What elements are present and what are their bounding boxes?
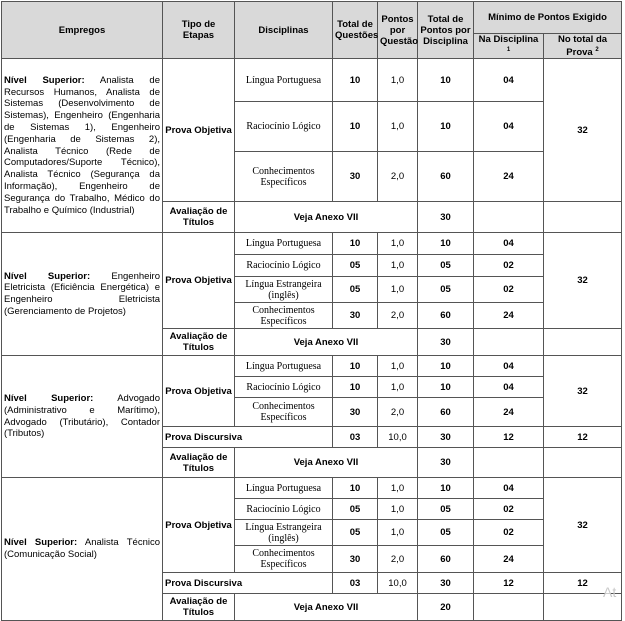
disciplina-cell: Raciocínio Lógico bbox=[235, 255, 333, 277]
pontos-cell: 1,0 bbox=[378, 520, 418, 546]
min-disciplina-cell: 12 bbox=[474, 427, 544, 448]
min-disciplina-cell: 02 bbox=[474, 520, 544, 546]
min-disciplina-cell: 04 bbox=[474, 478, 544, 499]
total-cell: 10 bbox=[418, 102, 474, 152]
header-na-disciplina bbox=[474, 34, 544, 59]
etapa-cell: Prova Objetiva bbox=[163, 233, 235, 329]
total-cell: 05 bbox=[418, 255, 474, 277]
questoes-cell: 30 bbox=[333, 546, 378, 573]
min-disciplina-cell: 02 bbox=[474, 277, 544, 303]
header-empregos: Empregos bbox=[2, 2, 163, 59]
disciplina-cell: Língua Portuguesa bbox=[235, 356, 333, 377]
questoes-cell: 05 bbox=[333, 499, 378, 520]
empty-cell bbox=[474, 448, 544, 478]
min-disciplina-cell: 24 bbox=[474, 398, 544, 427]
avaliacao-cell: Avaliação de Títulos bbox=[163, 594, 235, 621]
total-cell: 10 bbox=[418, 356, 474, 377]
disciplina-cell: Língua Estrangeira (inglês) bbox=[235, 520, 333, 546]
min-disciplina-cell: 04 bbox=[474, 233, 544, 255]
watermark-text: At bbox=[603, 584, 617, 600]
min-total-cell: 32 bbox=[544, 356, 622, 427]
questoes-cell: 10 bbox=[333, 356, 378, 377]
empty-cell bbox=[474, 202, 544, 233]
pontos-cell: 10,0 bbox=[378, 573, 418, 594]
header-minimo: Mínimo de Pontos Exigido bbox=[474, 2, 622, 34]
footnote-1: 1 bbox=[506, 47, 511, 53]
cargos-text: Analista de Recursos Humanos, Analista de Sistemas (Desenvolvimento de Sistemas), Engenheiro (Engenharia de Sistemas 1), Engenheiro (Engenharia de Sistemas 2), Analista Técnico (Rede de Computadores/Suporte Técnico), Analista Técnico (Segurança da Informação), Engenheiro de Segurança do Trabalho, Médico do Trabalho e Químico (Industrial) bbox=[4, 74, 160, 216]
table-row bbox=[2, 356, 622, 377]
total-cell: 05 bbox=[418, 277, 474, 303]
total-cell: 05 bbox=[418, 499, 474, 520]
pontos-cell: 1,0 bbox=[378, 356, 418, 377]
min-disciplina-cell: 04 bbox=[474, 377, 544, 398]
pontos-cell: 2,0 bbox=[378, 152, 418, 202]
pontos-cell: 1,0 bbox=[378, 277, 418, 303]
exam-table bbox=[1, 1, 622, 621]
questoes-cell: 30 bbox=[333, 398, 378, 427]
min-disciplina-cell: 04 bbox=[474, 102, 544, 152]
min-total-cell: 32 bbox=[544, 478, 622, 573]
questoes-cell: 03 bbox=[333, 427, 378, 448]
min-total-cell: 12 bbox=[544, 427, 622, 448]
etapa-cell: Prova Objetiva bbox=[163, 356, 235, 427]
total-cell: 60 bbox=[418, 152, 474, 202]
empregos-cell bbox=[2, 233, 163, 356]
header-pontos-questao: Pontos por Questão bbox=[378, 2, 418, 59]
disciplina-cell: Raciocínio Lógico bbox=[235, 499, 333, 520]
anexo-cell: Veja Anexo VII bbox=[235, 329, 418, 356]
empty-cell bbox=[474, 329, 544, 356]
min-total-cell: 32 bbox=[544, 59, 622, 202]
total-cell: 10 bbox=[418, 377, 474, 398]
min-disciplina-cell: 24 bbox=[474, 303, 544, 329]
nivel-label: Nível Superior: bbox=[4, 537, 78, 549]
nivel-label: Nível Superior: bbox=[4, 393, 94, 405]
header-disciplinas: Disciplinas bbox=[235, 2, 333, 59]
disciplina-cell: Conhecimentos Específicos bbox=[235, 152, 333, 202]
header-tipo-etapas: Tipo de Etapas bbox=[163, 2, 235, 59]
questoes-cell: 10 bbox=[333, 102, 378, 152]
header-total-questoes: Total de Questões bbox=[333, 2, 378, 59]
disciplina-cell: Língua Estrangeira (inglês) bbox=[235, 277, 333, 303]
disciplina-cell: Raciocínio Lógico bbox=[235, 102, 333, 152]
questoes-cell: 30 bbox=[333, 152, 378, 202]
table-header bbox=[2, 2, 622, 59]
total-cell: 05 bbox=[418, 520, 474, 546]
etapa-cell: Prova Objetiva bbox=[163, 478, 235, 573]
table-row bbox=[2, 233, 622, 255]
min-disciplina-cell: 24 bbox=[474, 546, 544, 573]
questoes-cell: 10 bbox=[333, 478, 378, 499]
header-no-total-label: No total da Prova bbox=[557, 34, 608, 59]
total-cell: 10 bbox=[418, 478, 474, 499]
header-total-pontos: Total de Pontos por Disciplina bbox=[418, 2, 474, 59]
empregos-cell bbox=[2, 356, 163, 478]
discursiva-cell: Prova Discursiva bbox=[163, 427, 333, 448]
questoes-cell: 05 bbox=[333, 277, 378, 303]
total-cell: 10 bbox=[418, 233, 474, 255]
questoes-cell: 10 bbox=[333, 233, 378, 255]
header-no-total bbox=[544, 34, 622, 59]
min-disciplina-cell: 04 bbox=[474, 356, 544, 377]
pontos-cell: 1,0 bbox=[378, 478, 418, 499]
avaliacao-total-cell: 30 bbox=[418, 202, 474, 233]
min-disciplina-cell: 02 bbox=[474, 255, 544, 277]
total-cell: 60 bbox=[418, 546, 474, 573]
cargos-text: Advogado (Administrativo e Marítimo), Advogado (Tributário), Contador (Tributos) bbox=[4, 393, 160, 440]
avaliacao-total-cell: 30 bbox=[418, 448, 474, 478]
empty-cell bbox=[474, 594, 544, 621]
avaliacao-total-cell: 20 bbox=[418, 594, 474, 621]
total-cell: 60 bbox=[418, 398, 474, 427]
disciplina-cell: Língua Portuguesa bbox=[235, 233, 333, 255]
empty-cell bbox=[544, 448, 622, 478]
pontos-cell: 1,0 bbox=[378, 377, 418, 398]
total-cell: 30 bbox=[418, 573, 474, 594]
cargos-text: Analista Técnico (Comunicação Social) bbox=[4, 537, 161, 561]
questoes-cell: 03 bbox=[333, 573, 378, 594]
pontos-cell: 1,0 bbox=[378, 255, 418, 277]
anexo-cell: Veja Anexo VII bbox=[235, 594, 418, 621]
total-cell: 10 bbox=[418, 59, 474, 102]
disciplina-cell: Língua Portuguesa bbox=[235, 59, 333, 102]
discursiva-cell: Prova Discursiva bbox=[163, 573, 333, 594]
pontos-cell: 1,0 bbox=[378, 233, 418, 255]
footnote-2: 2 bbox=[595, 47, 599, 53]
avaliacao-total-cell: 30 bbox=[418, 329, 474, 356]
min-disciplina-cell: 24 bbox=[474, 152, 544, 202]
total-cell: 60 bbox=[418, 303, 474, 329]
avaliacao-cell: Avaliação de Títulos bbox=[163, 329, 235, 356]
nivel-label: Nível Superior: bbox=[4, 270, 91, 282]
questoes-cell: 10 bbox=[333, 377, 378, 398]
total-cell: 30 bbox=[418, 427, 474, 448]
pontos-cell: 1,0 bbox=[378, 102, 418, 152]
avaliacao-cell: Avaliação de Títulos bbox=[163, 448, 235, 478]
questoes-cell: 05 bbox=[333, 520, 378, 546]
empregos-cell bbox=[2, 478, 163, 621]
disciplina-cell: Conhecimentos Específicos bbox=[235, 546, 333, 573]
empty-cell bbox=[544, 329, 622, 356]
pontos-cell: 1,0 bbox=[378, 499, 418, 520]
header-na-disciplina-label: Na Disciplina bbox=[478, 34, 539, 45]
questoes-cell: 30 bbox=[333, 303, 378, 329]
disciplina-cell: Língua Portuguesa bbox=[235, 478, 333, 499]
min-disciplina-cell: 04 bbox=[474, 59, 544, 102]
pontos-cell: 10,0 bbox=[378, 427, 418, 448]
disciplina-cell: Conhecimentos Específicos bbox=[235, 303, 333, 329]
empregos-cell bbox=[2, 59, 163, 233]
questoes-cell: 05 bbox=[333, 255, 378, 277]
questoes-cell: 10 bbox=[333, 59, 378, 102]
pontos-cell: 2,0 bbox=[378, 303, 418, 329]
min-disciplina-cell: 02 bbox=[474, 499, 544, 520]
min-total-cell: 32 bbox=[544, 233, 622, 329]
etapa-cell: Prova Objetiva bbox=[163, 59, 235, 202]
pontos-cell: 1,0 bbox=[378, 59, 418, 102]
disciplina-cell: Conhecimentos Específicos bbox=[235, 398, 333, 427]
anexo-cell: Veja Anexo VII bbox=[235, 448, 418, 478]
anexo-cell: Veja Anexo VII bbox=[235, 202, 418, 233]
nivel-label: Nível Superior: bbox=[4, 74, 85, 86]
min-disciplina-cell: 12 bbox=[474, 573, 544, 594]
table-row bbox=[2, 478, 622, 499]
table-row bbox=[2, 59, 622, 102]
empty-cell bbox=[544, 202, 622, 233]
disciplina-cell: Raciocínio Lógico bbox=[235, 377, 333, 398]
pontos-cell: 2,0 bbox=[378, 398, 418, 427]
min-total-cell: 12 bbox=[544, 573, 622, 594]
pontos-cell: 2,0 bbox=[378, 546, 418, 573]
avaliacao-cell: Avaliação de Títulos bbox=[163, 202, 235, 233]
cargos-text: Engenheiro Eletricista (Eficiência Energética) e Engenheiro Eletricista (Gerenciamento de Projetos) bbox=[4, 270, 161, 317]
